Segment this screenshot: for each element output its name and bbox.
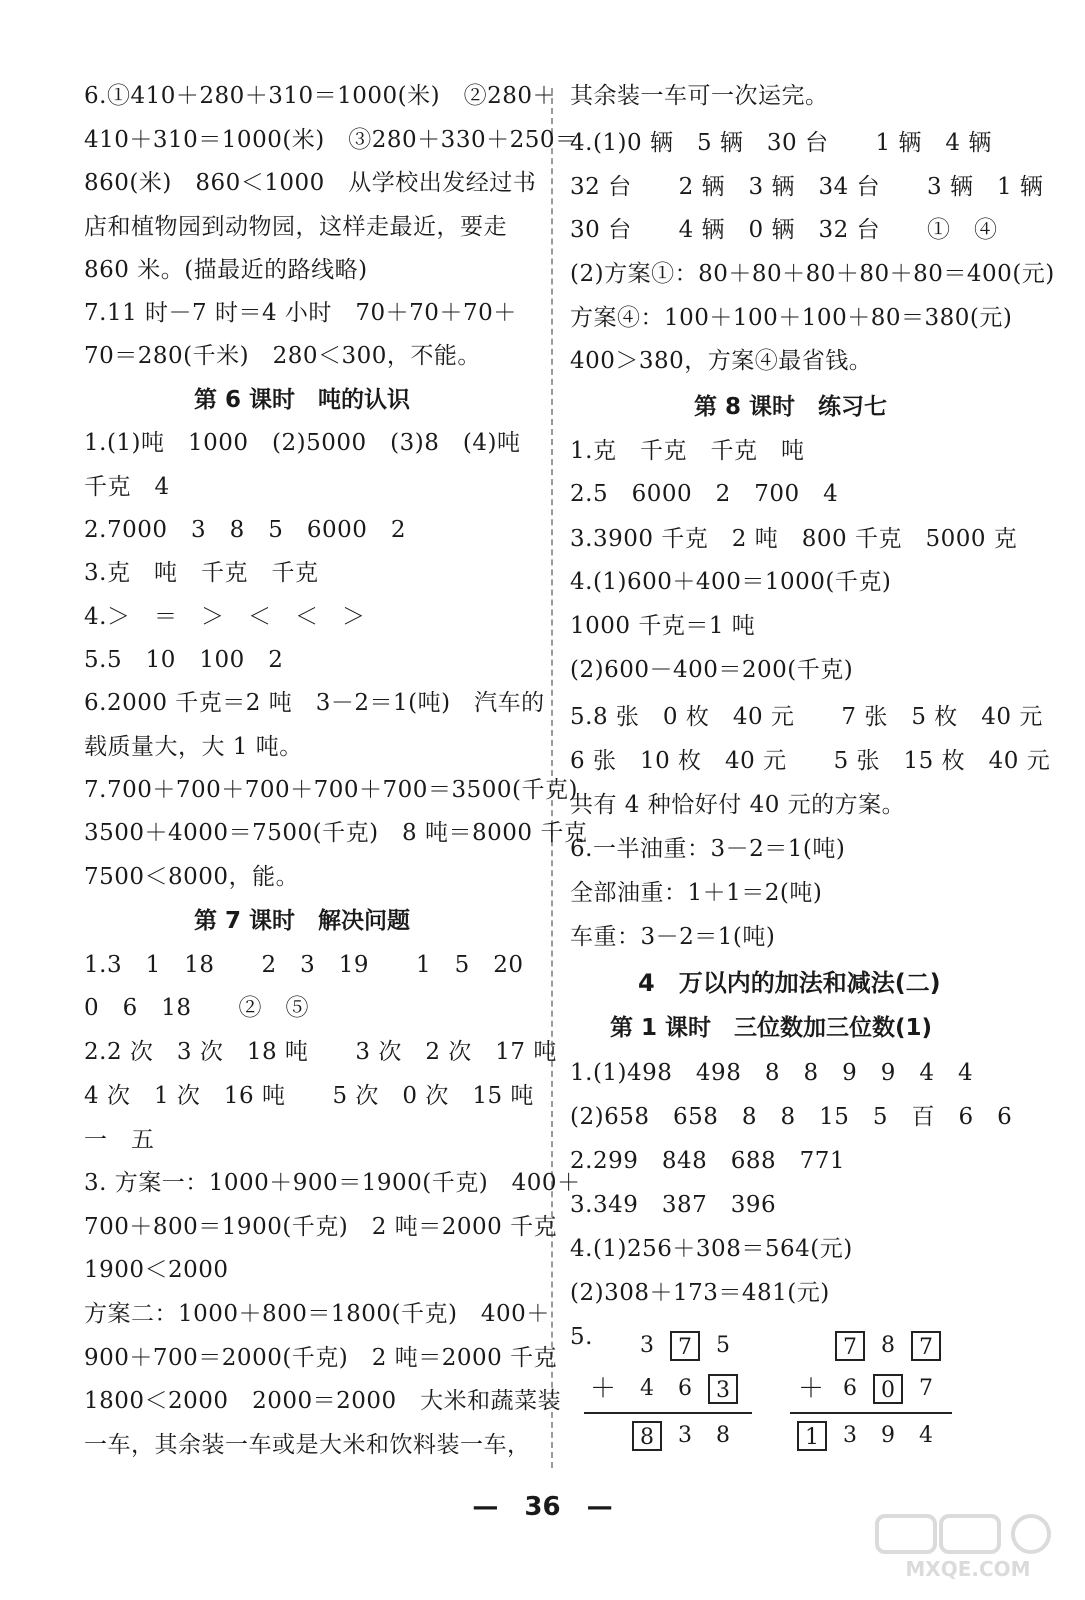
digit: 3 (843, 1423, 857, 1448)
answer-line: 6 张 10 枚 40 元 5 张 15 枚 40 元 (570, 748, 1051, 774)
answer-line: 400＞380，方案④最省钱。 (570, 348, 873, 374)
answer-line: 2.299 848 688 771 (570, 1148, 846, 1174)
sum-line (584, 1412, 752, 1414)
digit: 3 (678, 1423, 692, 1448)
digit-box: 0 (873, 1374, 903, 1404)
answer-line: 700＋800＝1900(千克) 2 吨＝2000 千克 (84, 1214, 558, 1240)
answer-line: 1.(1)吨 1000 (2)5000 (3)8 (4)吨 (84, 430, 521, 456)
answer-line: 7.700＋700＋700＋700＋700＝3500(千克) (84, 777, 578, 803)
answer-line: 6.一半油重：3－2＝1(吨) (570, 836, 846, 862)
answer-line: 6.2000 千克＝2 吨 3－2＝1(吨) 汽车的 (84, 690, 545, 716)
digit: 6 (843, 1376, 857, 1401)
answer-line: 410＋310＝1000(米) ③280＋330＋250＝ (84, 127, 579, 153)
digit: 6 (678, 1376, 692, 1401)
answer-line: 3. 方案一：1000＋900＝1900(千克) 400＋ (84, 1170, 581, 1196)
digit: 4 (919, 1423, 933, 1448)
digit: 7 (919, 1376, 933, 1401)
lesson-heading: 第 8 课时 练习七 (694, 394, 888, 420)
answer-line: 店和植物园到动物园，这样走最近，要走 (84, 214, 507, 240)
digit-box: 3 (708, 1374, 738, 1404)
digit-box: 7 (670, 1331, 700, 1361)
plus-sign: ＋ (798, 1374, 825, 1404)
page-number: — 36 — (472, 1492, 613, 1522)
answer-line: 4 次 1 次 16 吨 5 次 0 次 15 吨 (84, 1083, 534, 1109)
answer-line: 2.2 次 3 次 18 吨 3 次 2 次 17 吨 (84, 1039, 557, 1065)
digit: 3 (640, 1333, 654, 1358)
answer-line: 一车，其余装一车或是大米和饮料装一车， (84, 1432, 531, 1458)
question-5-label: 5. (570, 1324, 593, 1350)
answer-line: (2)600－400＝200(千克) (570, 657, 854, 683)
answer-line: 4.(1)600＋400＝1000(千克) (570, 569, 892, 595)
answer-line: 车重：3－2＝1(吨) (570, 924, 776, 950)
plus-sign: ＋ (590, 1374, 617, 1404)
answer-line: 3500＋4000＝7500(千克) 8 吨＝8000 千克 (84, 820, 588, 846)
digit: 8 (881, 1333, 895, 1358)
answer-line: 2.7000 3 8 5 6000 2 (84, 517, 407, 543)
answer-line: 7500＜8000，能。 (84, 864, 300, 890)
lesson-heading: 第 7 课时 解决问题 (194, 908, 411, 934)
answer-line: 5.5 10 100 2 (84, 647, 284, 673)
sum-line (790, 1412, 952, 1414)
answer-line: 4.＞ ＝ ＞ ＜ ＜ ＞ (84, 604, 366, 630)
answer-line: 7.11 时－7 时＝4 小时 70＋70＋70＋ (84, 300, 517, 326)
digit-box: 7 (835, 1331, 865, 1361)
answer-line: 4.(1)256＋308＝564(元) (570, 1236, 853, 1262)
answer-line: 方案二：1000＋800＝1800(千克) 400＋ (84, 1301, 550, 1327)
answer-line: 6.①410＋280＋310＝1000(米) ②280＋ (84, 83, 557, 109)
answer-line: 1.(1)498 498 8 8 9 9 4 4 (570, 1060, 974, 1086)
answer-line: 860 米。(描最近的路线略) (84, 257, 368, 283)
answer-line: 2.5 6000 2 700 4 (570, 481, 839, 507)
answer-line: 5.8 张 0 枚 40 元 7 张 5 枚 40 元 (570, 704, 1043, 730)
digit: 8 (716, 1423, 730, 1448)
digit: 9 (881, 1423, 895, 1448)
unit-title: 4 万以内的加法和减法(二) (638, 969, 941, 997)
answer-line: 一 五 (84, 1127, 155, 1153)
answer-line: 1000 千克＝1 吨 (570, 613, 756, 639)
answer-line: 1900＜2000 (84, 1257, 229, 1283)
watermark-text: MXQE.COM (905, 1557, 1031, 1581)
answer-line: (2)658 658 8 8 15 5 百 6 6 (570, 1104, 1013, 1130)
answer-line: 其余装一车可一次运完。 (570, 83, 829, 109)
answer-line: 70＝280(千米) 280＜300，不能。 (84, 343, 481, 369)
digit-box: 1 (797, 1421, 827, 1451)
answer-line: 30 台 4 辆 0 辆 32 台 ① ④ (570, 217, 998, 243)
answer-line: 3.克 吨 千克 千克 (84, 560, 319, 586)
answer-line: 1.克 千克 千克 吨 (570, 438, 805, 464)
answer-line: 4.(1)0 辆 5 辆 30 台 1 辆 4 辆 (570, 130, 992, 156)
lesson-heading: 第 1 课时 三位数加三位数(1) (610, 1015, 933, 1041)
digit-box: 7 (911, 1331, 941, 1361)
lesson-heading: 第 6 课时 吨的认识 (194, 387, 411, 413)
answer-line: (2)方案①：80＋80＋80＋80＋80＝400(元) (570, 261, 1055, 287)
answer-line: 全部油重：1＋1＝2(吨) (570, 880, 823, 906)
answer-line: 0 6 18 ② ⑤ (84, 995, 310, 1021)
answer-line: 共有 4 种恰好付 40 元的方案。 (570, 792, 906, 818)
answer-line: (2)308＋173＝481(元) (570, 1280, 830, 1306)
answer-line: 千克 4 (84, 474, 170, 500)
answer-line: 1.3 1 18 2 3 19 1 5 20 (84, 952, 524, 978)
digit-box: 8 (632, 1421, 662, 1451)
answer-line: 1800＜2000 2000＝2000 大米和蔬菜装 (84, 1388, 562, 1414)
answer-line: 32 台 2 辆 3 辆 34 台 3 辆 1 辆 (570, 174, 1044, 200)
answer-line: 900＋700＝2000(千克) 2 吨＝2000 千克 (84, 1345, 558, 1371)
digit: 4 (640, 1376, 654, 1401)
watermark-logo (873, 1512, 1063, 1582)
answer-line: 3.349 387 396 (570, 1192, 777, 1218)
digit: 5 (716, 1333, 730, 1358)
answer-line: 3.3900 千克 2 吨 800 千克 5000 克 (570, 526, 1018, 552)
answer-line: 860(米) 860＜1000 从学校出发经过书 (84, 170, 537, 196)
answer-line: 载质量大，大 1 吨。 (84, 734, 303, 760)
answer-line: 方案④：100＋100＋100＋80＝380(元) (570, 305, 1013, 331)
